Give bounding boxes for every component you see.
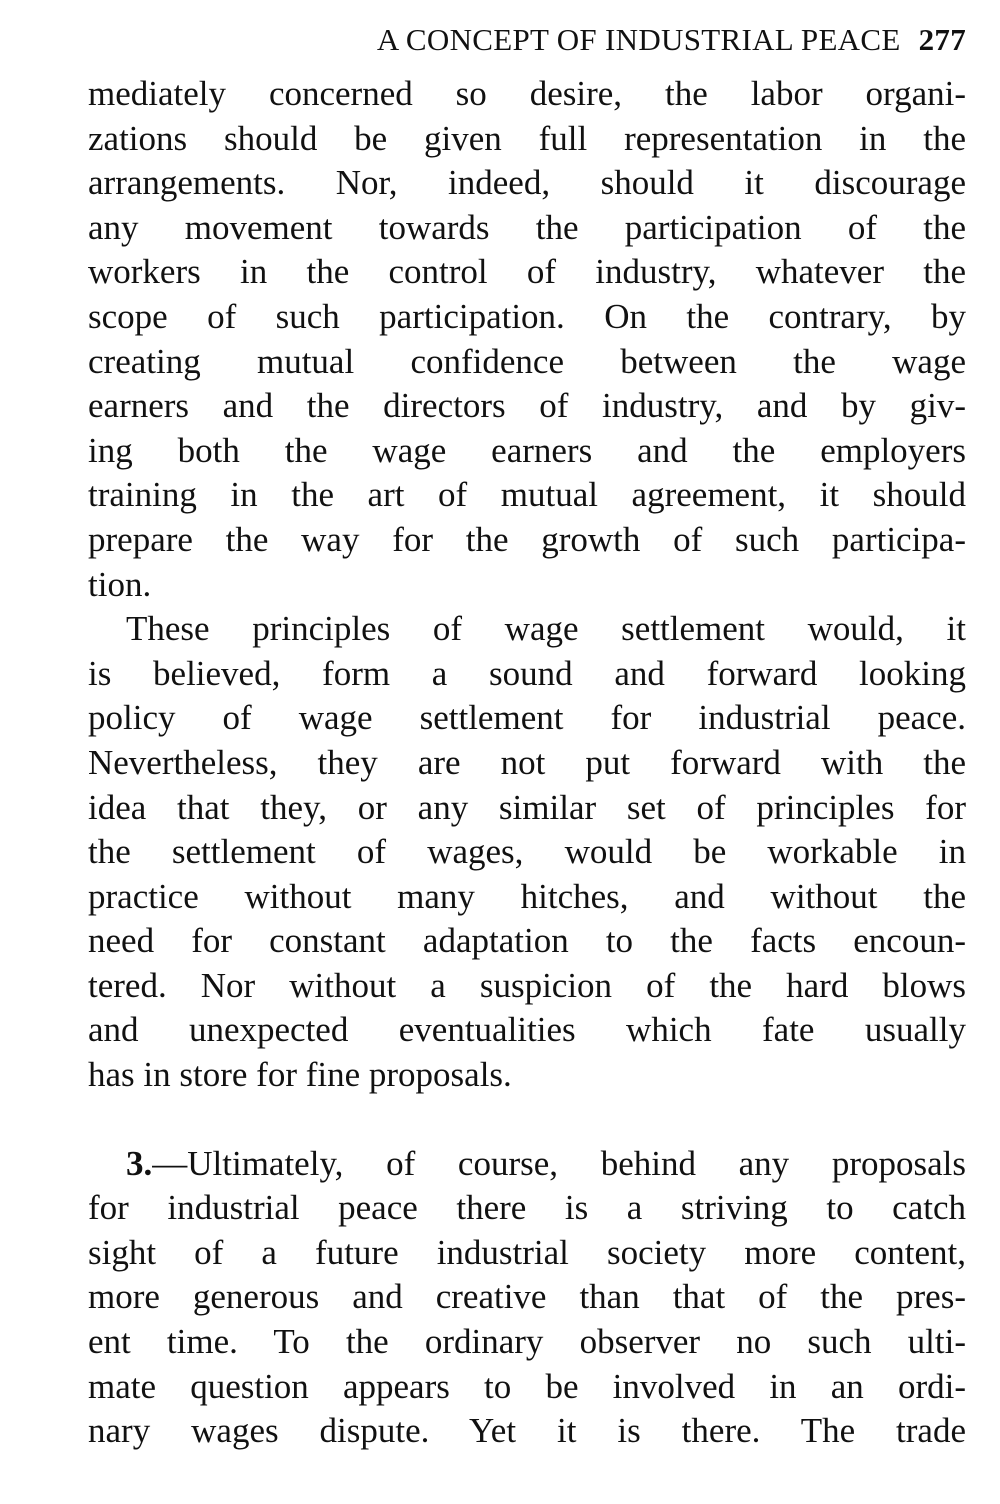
- running-head: [88, 22, 966, 72]
- text-line: [88, 1142, 966, 1187]
- text-line: zations should be given full representation in the: [88, 118, 966, 158]
- text-line: is believed, form a sound and forward looking: [88, 653, 966, 693]
- text-line: arrangements. Nor, indeed, should it discourage: [88, 163, 966, 203]
- text-line: for industrial peace there is a striving to catch: [88, 1188, 966, 1228]
- text-line: Nevertheless, they are not put forward with the: [88, 742, 966, 782]
- text-line: training in the art of mutual agreement, it should: [88, 475, 966, 515]
- text-line: mate question appears to be involved in an ordi-: [88, 1366, 966, 1406]
- text-line: prepare the way for the growth of such participa-: [88, 519, 966, 559]
- book-page: [88, 22, 966, 1454]
- text-line: practice without many hitches, and without the: [88, 876, 966, 916]
- text-line: the settlement of wages, would be workable in: [88, 832, 966, 872]
- text-line: mediately concerned so desire, the labor organi-: [88, 74, 966, 113]
- running-head-title: A CONCEPT OF INDUSTRIAL PEACE: [376, 22, 901, 57]
- text-line: earners and the directors of industry, and by giv-: [88, 386, 966, 426]
- text-line: nary wages dispute. Yet it is there. The trade: [88, 1411, 966, 1451]
- text-line: policy of wage settlement for industrial peace.: [88, 698, 966, 738]
- text-line: has in store for fine proposals.: [88, 1055, 512, 1095]
- paragraph-2: [88, 607, 966, 1098]
- text-line: ing both the wage earners and the employers: [88, 430, 966, 470]
- section-spacer: [88, 1098, 966, 1142]
- text-line: any movement towards the participation of the: [88, 207, 966, 247]
- text-line: tion.: [88, 564, 152, 604]
- text-line: and unexpected eventualities which fate usually: [88, 1010, 966, 1050]
- text-line: more generous and creative than that of the pres-: [88, 1277, 966, 1317]
- text-line: need for constant adaptation to the facts encoun-: [88, 921, 966, 961]
- section-number: 3.: [126, 1143, 153, 1183]
- text-line: workers in the control of industry, whatever the: [88, 252, 966, 292]
- text-line: idea that they, or any similar set of principles for: [88, 787, 966, 827]
- text-line: sight of a future industrial society more content,: [88, 1232, 966, 1272]
- text-line: tered. Nor without a suspicion of the hard blows: [88, 965, 966, 1005]
- text-line: These principles of wage settlement would, it: [126, 609, 966, 649]
- text-line: ent time. To the ordinary observer no such ulti-: [88, 1322, 966, 1362]
- paragraph-1: [88, 72, 966, 607]
- paragraph-3: [88, 1142, 966, 1454]
- text-line: creating mutual confidence between the wage: [88, 341, 966, 381]
- page-number: 277: [918, 22, 966, 57]
- text-line: scope of such participation. On the contrary, by: [88, 296, 966, 336]
- text-line-content: —Ultimately, of course, behind any proposals: [152, 1143, 966, 1183]
